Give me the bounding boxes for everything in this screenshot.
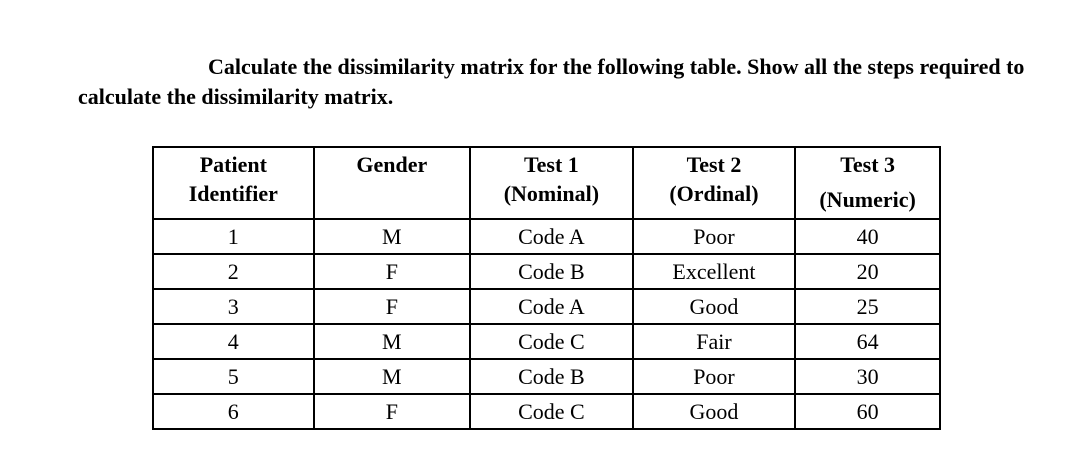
- cell-test-2: Fair: [633, 324, 796, 359]
- cell-gender: M: [314, 359, 471, 394]
- header-label: Test 3: [840, 152, 896, 177]
- cell-patient-id: 1: [153, 219, 314, 254]
- cell-test-2: Good: [633, 289, 796, 324]
- cell-test-1: Code A: [470, 219, 633, 254]
- cell-test-2: Poor: [633, 219, 796, 254]
- header-test-3: [795, 147, 940, 219]
- header-label: Test 1: [523, 152, 579, 177]
- header-gender: [314, 147, 471, 219]
- cell-test-3: 25: [795, 289, 940, 324]
- cell-test-2: Poor: [633, 359, 796, 394]
- cell-patient-id: 6: [153, 394, 314, 429]
- header-label: Patient: [199, 152, 267, 177]
- cell-test-2: Excellent: [633, 254, 796, 289]
- table-row: [153, 219, 940, 254]
- header-test-2: [633, 147, 796, 219]
- header-sublabel: Identifier: [188, 181, 278, 206]
- header-sublabel: (Ordinal): [669, 181, 759, 206]
- table-row: [153, 359, 940, 394]
- header-patient-identifier: [153, 147, 314, 219]
- cell-gender: M: [314, 219, 471, 254]
- header-sublabel: (Nominal): [503, 181, 600, 206]
- cell-gender: M: [314, 324, 471, 359]
- cell-test-3: 60: [795, 394, 940, 429]
- cell-test-3: 20: [795, 254, 940, 289]
- cell-test-1: Code A: [470, 289, 633, 324]
- header-sublabel: (Numeric): [819, 187, 916, 212]
- cell-patient-id: 2: [153, 254, 314, 289]
- patient-data-table: [152, 146, 941, 430]
- header-label: Gender: [356, 152, 428, 177]
- cell-test-1: Code C: [470, 394, 633, 429]
- question-text: Calculate the dissimilarity matrix for the following table. Show all the steps required to calculate the dissimilarity matrix.: [78, 54, 1025, 109]
- cell-test-1: Code C: [470, 324, 633, 359]
- cell-test-1: Code B: [470, 359, 633, 394]
- header-label: Test 2: [686, 152, 742, 177]
- cell-test-3: 30: [795, 359, 940, 394]
- cell-test-3: 64: [795, 324, 940, 359]
- cell-test-2: Good: [633, 394, 796, 429]
- table-row: [153, 254, 940, 289]
- cell-patient-id: 3: [153, 289, 314, 324]
- header-test-1: [470, 147, 633, 219]
- cell-test-1: Code B: [470, 254, 633, 289]
- cell-patient-id: 5: [153, 359, 314, 394]
- table-row: [153, 324, 940, 359]
- table-row: [153, 289, 940, 324]
- table-header-row: [153, 147, 940, 219]
- table-row: [153, 394, 940, 429]
- cell-test-3: 40: [795, 219, 940, 254]
- cell-patient-id: 4: [153, 324, 314, 359]
- cell-gender: F: [314, 289, 471, 324]
- cell-gender: F: [314, 254, 471, 289]
- cell-gender: F: [314, 394, 471, 429]
